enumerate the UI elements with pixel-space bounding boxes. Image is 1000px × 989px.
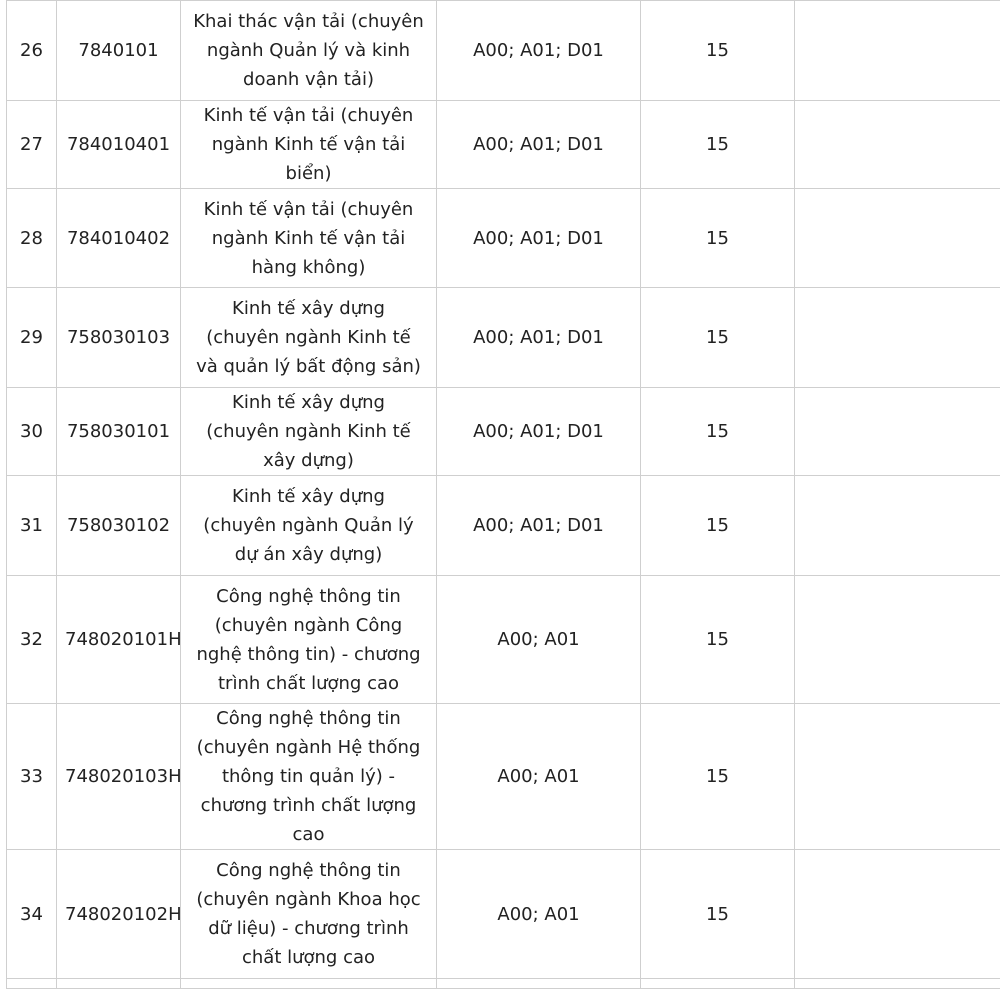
row-number: 30	[7, 388, 57, 476]
major-code: 748020103H	[57, 704, 181, 850]
major-code: 758030102	[57, 476, 181, 576]
subject-combos: A00; A01; D01	[437, 101, 641, 189]
table-row	[7, 476, 1000, 576]
row-number: 28	[7, 189, 57, 288]
benchmark-score: 15	[641, 101, 795, 189]
note-cell	[795, 101, 1000, 189]
table-row	[7, 576, 1000, 704]
major-name: Khai thác vận tải (chuyên ngành Quản lý và kinh doanh vận tải)	[181, 1, 437, 101]
table-row	[7, 704, 1000, 850]
benchmark-score: 15	[641, 189, 795, 288]
major-code: 748020102H	[57, 850, 181, 979]
subject-combos: A00; A01	[437, 850, 641, 979]
benchmark-score: 15	[641, 288, 795, 388]
subject-combos: A00; A01; D01	[437, 1, 641, 101]
row-number: 26	[7, 1, 57, 101]
admission-table-body	[7, 1, 1000, 989]
table-row	[7, 1, 1000, 101]
note-cell	[795, 288, 1000, 388]
major-name: Kinh tế xây dựng (chuyên ngành Kinh tế xây dựng)	[181, 388, 437, 476]
note-cell	[795, 850, 1000, 979]
admission-table	[6, 0, 1000, 989]
subject-combos: A00; A01; D01	[437, 476, 641, 576]
subject-combos: A00; A01; D01	[437, 288, 641, 388]
row-number: 29	[7, 288, 57, 388]
major-name: Kinh tế xây dựng (chuyên ngành Quản lý dự án xây dựng)	[181, 476, 437, 576]
note-cell	[795, 476, 1000, 576]
major-code: 758030103	[57, 288, 181, 388]
subject-combos: A00; A01; D01	[437, 189, 641, 288]
major-name: Kinh tế vận tải (chuyên ngành Kinh tế vận tải hàng không)	[181, 189, 437, 288]
major-code: 784010402	[57, 189, 181, 288]
table-row-partial	[7, 979, 1000, 989]
table-row	[7, 850, 1000, 979]
major-code: 748020101H	[57, 576, 181, 704]
benchmark-score: 15	[641, 1, 795, 101]
note-cell	[795, 576, 1000, 704]
row-number: 33	[7, 704, 57, 850]
benchmark-score: 15	[641, 704, 795, 850]
note-cell	[795, 704, 1000, 850]
row-number: 34	[7, 850, 57, 979]
subject-combos: A00; A01	[437, 704, 641, 850]
major-code: 758030101	[57, 388, 181, 476]
table-row	[7, 189, 1000, 288]
subject-combos: A00; A01	[437, 576, 641, 704]
major-name: Kinh tế vận tải (chuyên ngành Kinh tế vận tải biển)	[181, 101, 437, 189]
major-name: Công nghệ thông tin (chuyên ngành Hệ thống thông tin quản lý) - chương trình chất lượng cao	[181, 704, 437, 850]
benchmark-score: 15	[641, 850, 795, 979]
table-row	[7, 101, 1000, 189]
major-code: 7840101	[57, 1, 181, 101]
row-number: 31	[7, 476, 57, 576]
benchmark-score: 15	[641, 476, 795, 576]
subject-combos: A00; A01; D01	[437, 388, 641, 476]
table-row	[7, 388, 1000, 476]
table-row	[7, 288, 1000, 388]
benchmark-score: 15	[641, 576, 795, 704]
benchmark-score: 15	[641, 388, 795, 476]
major-name: Kinh tế xây dựng (chuyên ngành Kinh tế và quản lý bất động sản)	[181, 288, 437, 388]
note-cell	[795, 189, 1000, 288]
note-cell	[795, 1, 1000, 101]
major-code: 784010401	[57, 101, 181, 189]
major-name: Công nghệ thông tin (chuyên ngành Khoa học dữ liệu) - chương trình chất lượng cao	[181, 850, 437, 979]
row-number: 32	[7, 576, 57, 704]
row-number: 27	[7, 101, 57, 189]
note-cell	[795, 388, 1000, 476]
major-name: Công nghệ thông tin (chuyên ngành Công nghệ thông tin) - chương trình chất lượng cao	[181, 576, 437, 704]
